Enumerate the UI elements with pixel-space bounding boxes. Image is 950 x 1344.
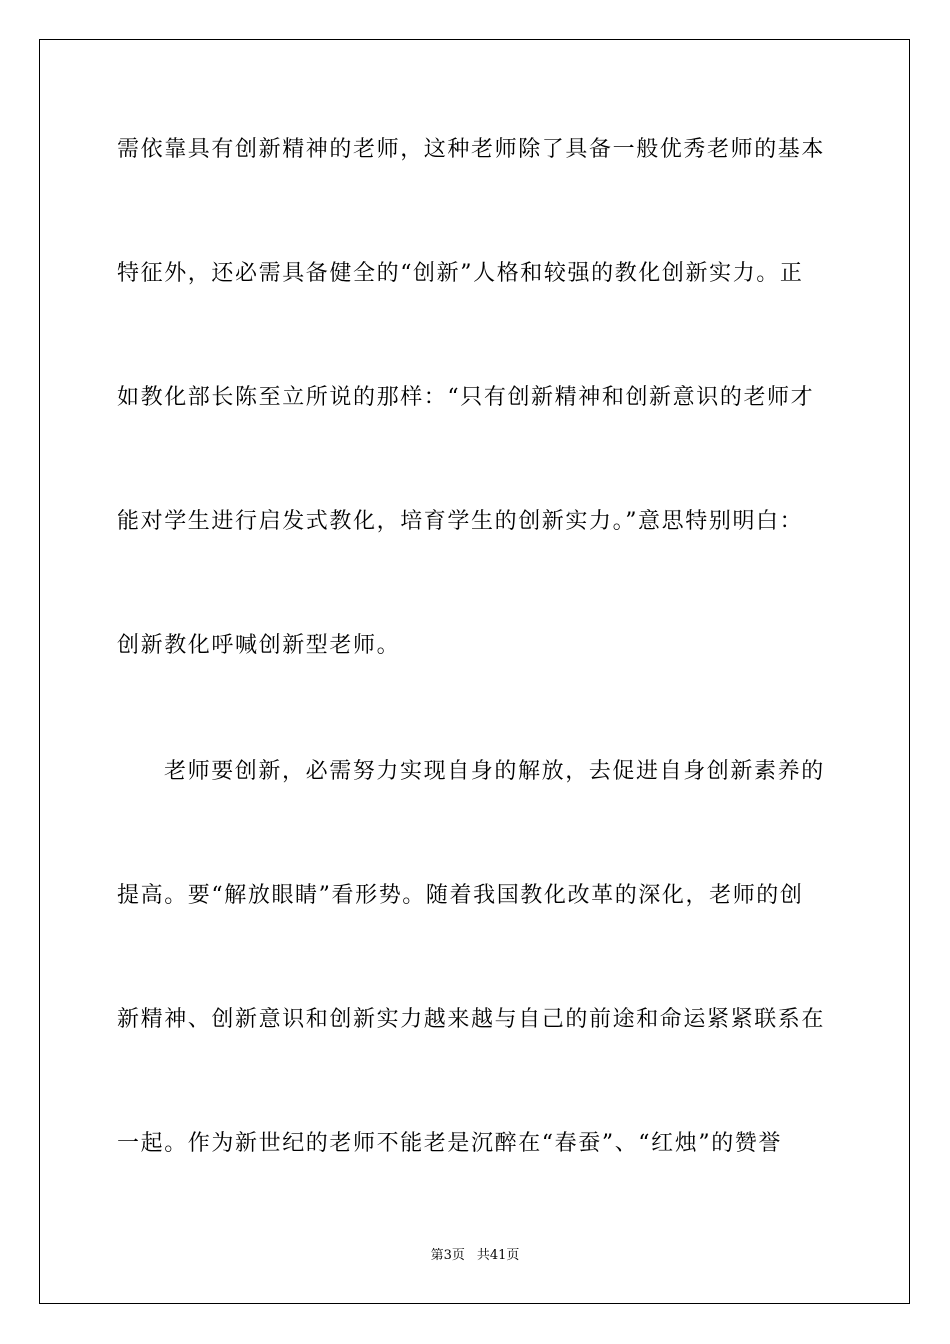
body-text-line-6: 老师要创新，必需努力实现自身的解放，去促进自身创新素养的 (164, 759, 825, 784)
page-total: 共41页 (476, 1248, 520, 1263)
body-text-line-2: 特征外，还必需具备健全的“创新”人格和较强的教化创新实力。正 (117, 261, 804, 286)
body-text-line-3: 如教化部长陈至立所说的那样：“只有创新精神和创新意识的老师才 (117, 385, 815, 410)
page-footer (0, 1247, 950, 1265)
body-text-line-1: 需依靠具有创新精神的老师，这种老师除了具备一般优秀老师的基本 (117, 137, 826, 162)
page-border (39, 39, 910, 1304)
page-number: 第3页 (430, 1248, 465, 1263)
body-text-line-7: 提高。要“解放眼睛”看形势。随着我国教化改革的深化，老师的创 (117, 883, 804, 908)
body-text-line-4: 能对学生进行启发式教化，培育学生的创新实力。”意思特别明白： (117, 509, 804, 534)
body-text-line-9: 一起。作为新世纪的老师不能老是沉醉在“春蚕”、“红烛”的赞誉 (117, 1131, 782, 1156)
body-text-line-5: 创新教化呼喊创新型老师。 (117, 633, 401, 658)
body-text-line-8: 新精神、创新意识和创新实力越来越与自己的前途和命运紧紧联系在 (117, 1007, 826, 1032)
